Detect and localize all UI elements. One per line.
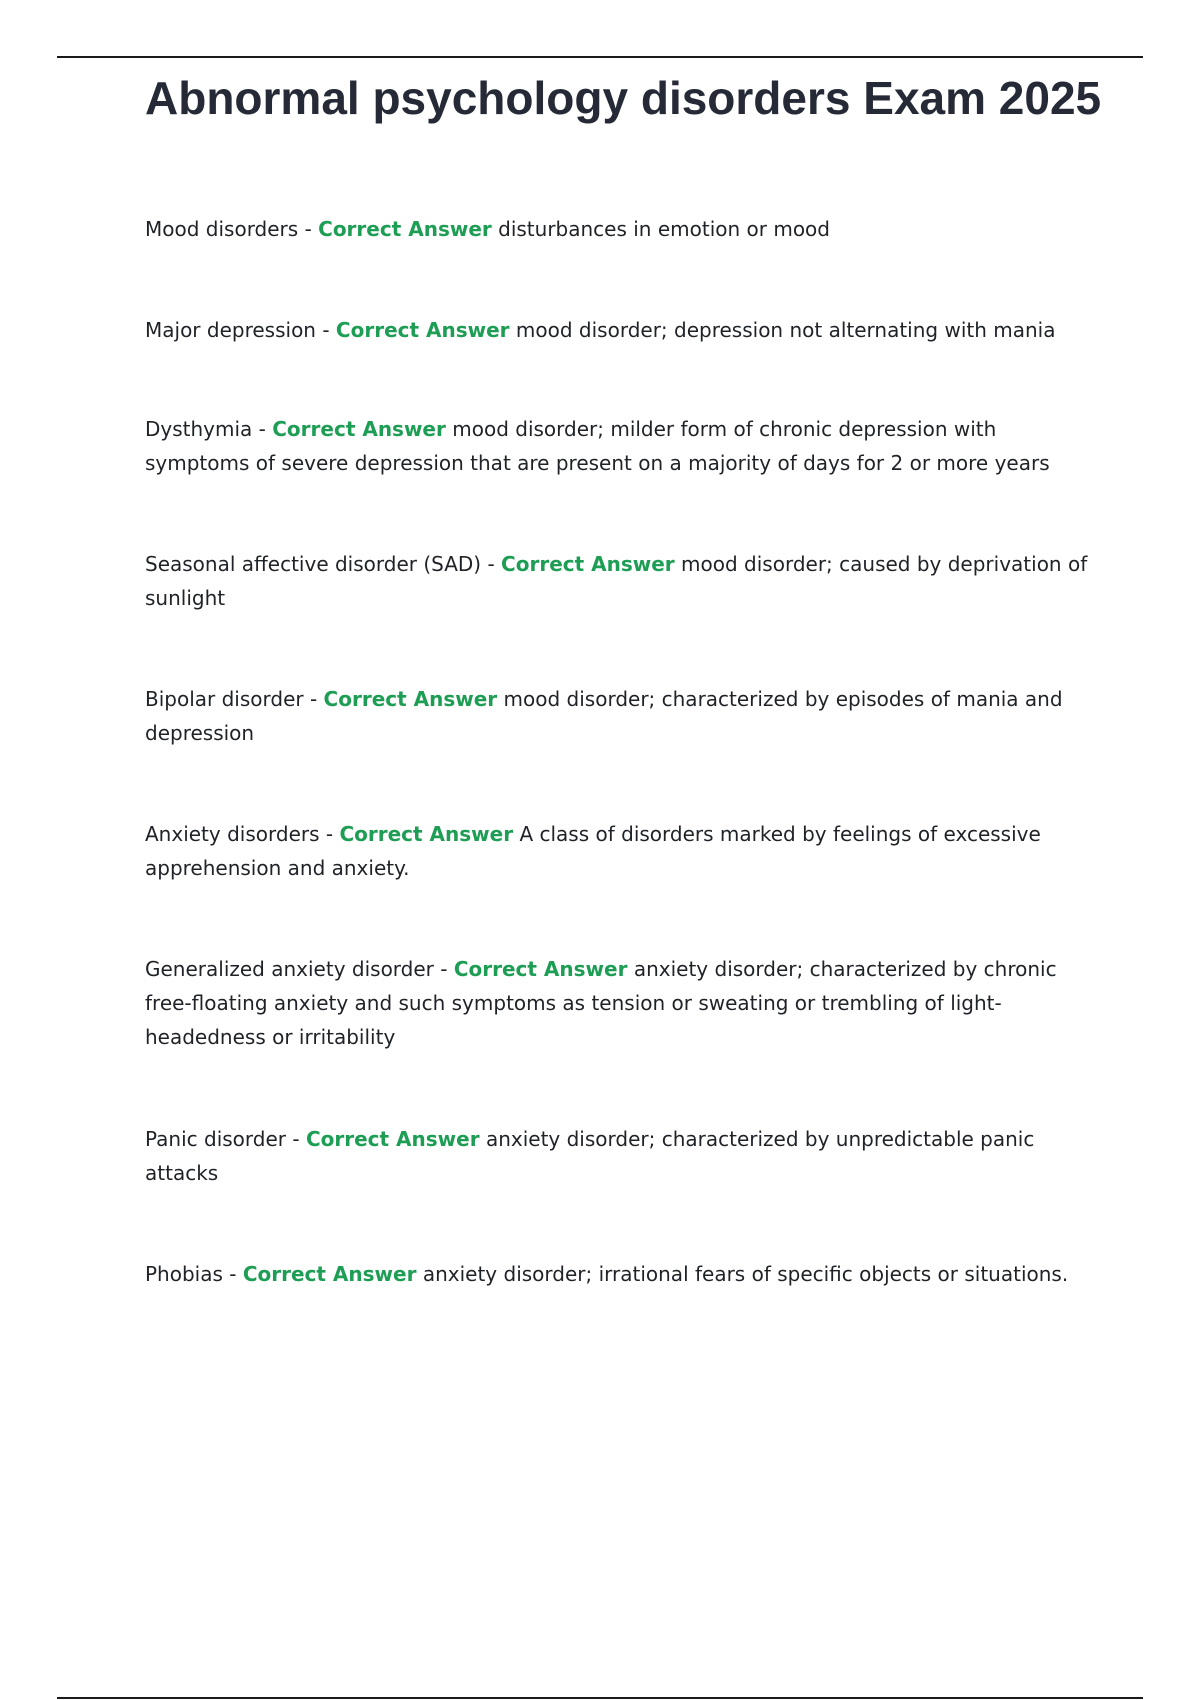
qa-entry — [145, 952, 1095, 1054]
top-divider — [57, 56, 1143, 58]
correct-answer-label: Correct Answer — [453, 957, 628, 981]
entry-separator: - — [229, 1262, 237, 1286]
qa-entry — [145, 817, 1095, 885]
entry-definition: mood disorder; caused by deprivation of sunlight — [145, 552, 1088, 610]
bottom-divider — [57, 1697, 1143, 1699]
correct-answer-label: Correct Answer — [501, 552, 675, 576]
entry-term: Phobias — [145, 1262, 223, 1286]
entry-term: Major depression — [145, 318, 316, 342]
entry-separator: - — [258, 417, 266, 441]
qa-entry — [145, 547, 1095, 615]
qa-entry — [145, 682, 1095, 750]
entry-separator: - — [487, 552, 495, 576]
qa-entry — [145, 313, 1095, 347]
entry-separator: - — [304, 217, 312, 241]
entry-separator: - — [309, 687, 318, 711]
correct-answer-label: Correct Answer — [242, 1262, 417, 1286]
qa-entry — [145, 1122, 1095, 1190]
entry-definition: disturbances in emotion or mood — [498, 217, 830, 241]
qa-entry — [145, 212, 1095, 246]
entry-separator: - — [292, 1127, 300, 1151]
entry-separator: - — [322, 318, 330, 342]
correct-answer-label: Correct Answer — [272, 417, 446, 441]
correct-answer-label: Correct Answer — [305, 1127, 480, 1151]
entry-term: Mood disorders — [145, 217, 299, 241]
correct-answer-label: Correct Answer — [339, 822, 514, 846]
entry-term: Seasonal affective disorder (SAD) — [145, 552, 482, 576]
entry-definition: anxiety disorder; characterized by unpredictable panic attacks — [145, 1127, 1035, 1185]
qa-entry — [145, 412, 1095, 480]
entry-definition: anxiety disorder; irrational fears of specific objects or situations. — [422, 1262, 1069, 1286]
correct-answer-label: Correct Answer — [323, 687, 498, 711]
entry-term: Panic disorder — [145, 1127, 287, 1151]
entry-definition: anxiety disorder; characterized by chronic free-floating anxiety and such symptoms as tension or sweating or trembling of light-headedness or irritability — [145, 957, 1057, 1049]
page-title: Abnormal psychology disorders Exam 2025 — [145, 72, 1102, 124]
correct-answer-label: Correct Answer — [318, 217, 492, 241]
entry-separator: - — [440, 957, 448, 981]
entry-term: Dysthymia — [145, 417, 253, 441]
correct-answer-label: Correct Answer — [335, 318, 510, 342]
entry-term: Anxiety disorders — [145, 822, 320, 846]
entry-term: Generalized anxiety disorder — [145, 957, 434, 981]
entry-definition: mood disorder; milder form of chronic depression with symptoms of severe depression that are present on a majority of days for 2 or more years — [145, 417, 1050, 475]
entry-separator: - — [325, 822, 334, 846]
entry-definition: A class of disorders marked by feelings of excessive apprehension and anxiety. — [145, 822, 1041, 880]
entry-definition: mood disorder; depression not alternating with mania — [515, 318, 1056, 342]
entry-term: Bipolar disorder — [145, 687, 304, 711]
qa-entry — [145, 1257, 1095, 1291]
entry-definition: mood disorder; characterized by episodes of mania and depression — [145, 687, 1063, 745]
